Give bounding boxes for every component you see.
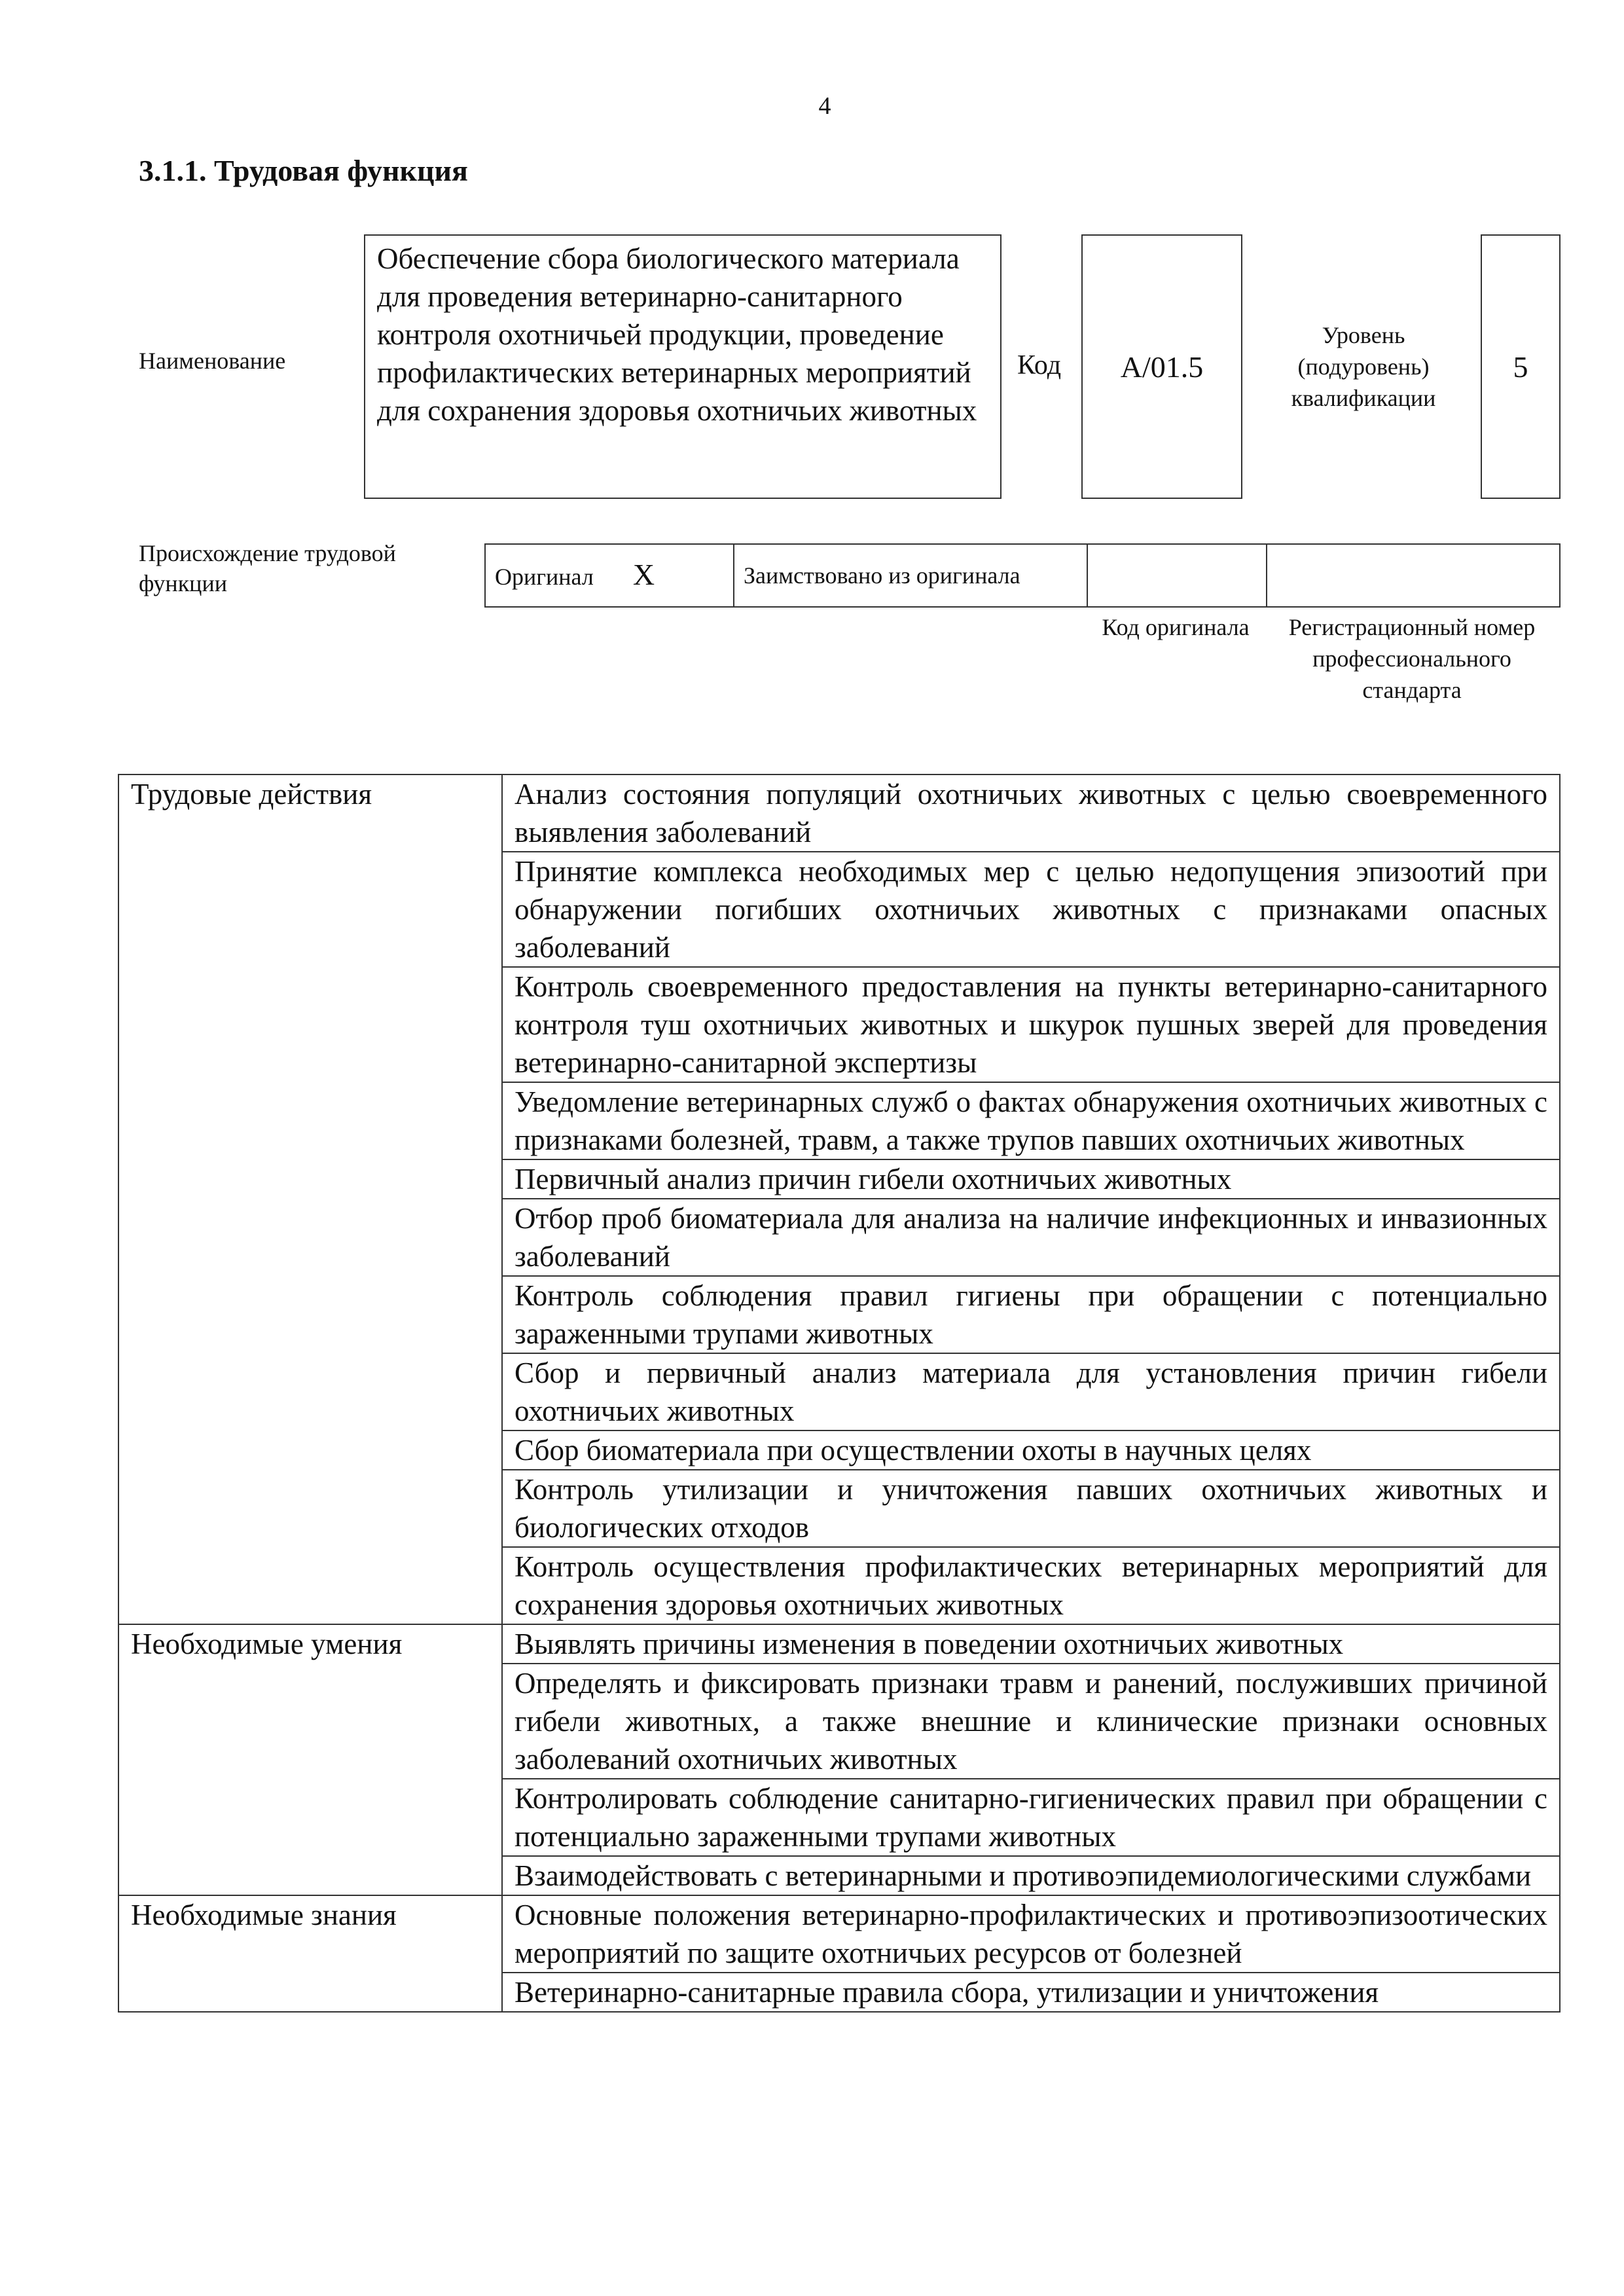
requirement-item: Анализ состояния популяций охотничьих животных с целью своевременного выявления заболеваний xyxy=(502,774,1560,852)
original-mark: X xyxy=(632,557,655,591)
borrowed-label: Заимствовано из оригинала xyxy=(734,544,1087,607)
requirement-item: Контроль своевременного предоставления на пункты ветеринарно-санитарного контроля туш охотничьих животных и шкурок пушных зверей для проведения ветеринарно-санитарной экспертизы xyxy=(502,967,1560,1082)
origin-code-cell xyxy=(1087,544,1267,607)
code-original-caption: Код оригинала xyxy=(1102,614,1250,640)
requirement-item: Основные положения ветеринарно-профилактических и противоэпизоотических мероприятий по защите охотничьих ресурсов от болезней xyxy=(502,1895,1560,1973)
level-value: 5 xyxy=(1481,234,1561,499)
requirement-item: Сбор и первичный анализ материала для установления причин гибели охотничьих животных xyxy=(502,1353,1560,1430)
requirement-item: Контроль осуществления профилактических ветеринарных мероприятий для сохранения здоровья охотничьих животных xyxy=(502,1547,1560,1624)
reg-number-caption: Регистрационный номер профессионального стандарта xyxy=(1288,614,1536,703)
requirement-item: Контроль соблюдения правил гигиены при обращении с потенциально зараженными трупами животных xyxy=(502,1276,1560,1353)
table-row xyxy=(118,774,1560,852)
requirement-item: Первичный анализ причин гибели охотничьих животных xyxy=(502,1159,1560,1199)
table-row xyxy=(118,1895,1560,1973)
section-category: Необходимые умения xyxy=(118,1624,502,1895)
origin-reg-cell xyxy=(1267,544,1560,607)
requirement-item: Ветеринарно-санитарные правила сбора, утилизации и уничтожения xyxy=(502,1973,1560,2012)
section-title: 3.1.1. Трудовая функция xyxy=(139,154,468,187)
section-category: Трудовые действия xyxy=(118,774,502,1624)
origin-table xyxy=(484,543,1561,608)
level-label: Уровень (подуровень) квалификации xyxy=(1291,322,1436,411)
requirement-item: Принятие комплекса необходимых мер с целью недопущения эпизоотий при обнаружении погибших охотничьих животных с признаками опасных заболеваний xyxy=(502,852,1560,967)
requirements-table xyxy=(118,774,1561,2013)
function-name: Обеспечение сбора биологического материала для проведения ветеринарно-санитарного контроля охотничьей продукции, проведение профилактических ветеринарных мероприятий для сохранения здоровья охотничьих животных xyxy=(364,234,1001,499)
table-row xyxy=(118,1624,1560,1664)
requirement-item: Выявлять причины изменения в поведении охотничьих животных xyxy=(502,1624,1560,1664)
requirement-item: Определять и фиксировать признаки травм и ранений, послуживших причиной гибели животных, а также внешние и клинические признаки основных заболеваний охотничьих животных xyxy=(502,1664,1560,1779)
origin-label: Происхождение трудовой функции xyxy=(139,540,396,596)
name-label: Наименование xyxy=(139,348,286,374)
requirement-item: Контролировать соблюдение санитарно-гигиенических правил при обращении с потенциально зараженными трупами животных xyxy=(502,1779,1560,1856)
code-label: Код xyxy=(1017,350,1062,380)
origin-original-cell xyxy=(485,544,734,607)
code-value: A/01.5 xyxy=(1081,234,1242,499)
requirement-item: Контроль утилизации и уничтожения павших охотничьих животных и биологических отходов xyxy=(502,1470,1560,1547)
section-category: Необходимые знания xyxy=(118,1895,502,2012)
page-number: 4 xyxy=(818,92,831,120)
original-label: Оригинал xyxy=(495,563,594,590)
requirement-item: Уведомление ветеринарных служб о фактах обнаружения охотничьих животных с признаками болезней, травм, а также трупов павших охотничьих животных xyxy=(502,1082,1560,1159)
requirement-item: Сбор биоматериала при осуществлении охоты в научных целях xyxy=(502,1430,1560,1470)
requirement-item: Взаимодействовать с ветеринарными и противоэпидемиологическими службами xyxy=(502,1856,1560,1895)
requirement-item: Отбор проб биоматериала для анализа на наличие инфекционных и инвазионных заболеваний xyxy=(502,1199,1560,1276)
